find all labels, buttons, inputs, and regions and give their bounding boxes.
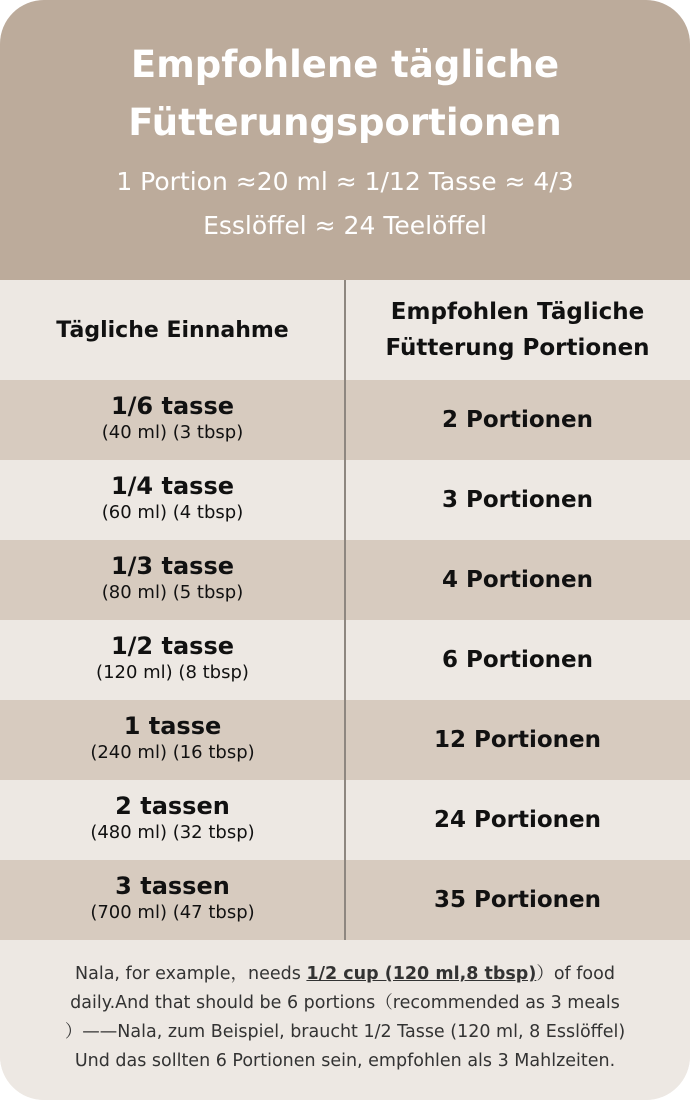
column-header-daily-intake: Tägliche Einnahme: [0, 280, 345, 380]
header-banner: [0, 0, 690, 280]
title-line-1: Empfohlene tägliche: [130, 43, 560, 86]
cup-amount: 1 tasse: [123, 712, 222, 740]
volume-detail: (480 ml) (32 tbsp): [90, 822, 255, 843]
intake-cell: [0, 460, 345, 540]
note-line-4: Und das sollten 6 Portionen sein, empfohlen als 3 Mahlzeiten.: [74, 1051, 616, 1071]
volume-detail: (80 ml) (5 tbsp): [101, 582, 244, 603]
note-text-2: ）of food: [536, 964, 615, 984]
volume-detail: (700 ml) (47 tbsp): [90, 902, 255, 923]
portion-conversion: [0, 160, 690, 248]
subtitle-line-1: 1 Portion ≈20 ml ≈ 1/12 Tasse ≈ 4/3: [116, 167, 574, 196]
column-header-line-1: Empfohlen Tägliche: [390, 299, 645, 325]
volume-detail: (120 ml) (8 tbsp): [96, 662, 249, 683]
cup-amount: 1/4 tasse: [110, 472, 235, 500]
cup-amount: 1/6 tasse: [110, 392, 235, 420]
portions-cell: 3 Portionen: [441, 487, 594, 513]
portions-cell: 4 Portionen: [441, 567, 594, 593]
column-header-line-2: Fütterung Portionen: [385, 335, 650, 361]
volume-detail: (60 ml) (4 tbsp): [101, 502, 244, 523]
cup-amount: 1/3 tasse: [110, 552, 235, 580]
portions-cell: 24 Portionen: [433, 807, 602, 833]
intake-cell: [0, 860, 345, 940]
footer-note: [0, 940, 690, 1100]
column-header-recommended-portions: [345, 280, 690, 380]
intake-cell: [0, 540, 345, 620]
cup-amount: 1/2 tasse: [110, 632, 235, 660]
subtitle-line-2: Esslöffel ≈ 24 Teelöffel: [203, 211, 487, 240]
title-line-2: Fütterungsportionen: [128, 101, 562, 144]
volume-detail: (40 ml) (3 tbsp): [101, 422, 244, 443]
portions-cell: 6 Portionen: [441, 647, 594, 673]
intake-cell: [0, 380, 345, 460]
note-highlight: 1/2 cup (120 ml,8 tbsp): [306, 964, 537, 984]
note-text-1: Nala, for example，needs: [75, 964, 307, 984]
volume-detail: (240 ml) (16 tbsp): [90, 742, 255, 763]
column-divider: [344, 280, 346, 940]
intake-cell: [0, 620, 345, 700]
portions-cell: 35 Portionen: [433, 887, 602, 913]
note-line-2: daily.And that should be 6 portions（recommended as 3 meals: [70, 993, 620, 1013]
note-line-1: [28, 960, 662, 989]
example-note: [28, 960, 662, 1076]
intake-cell: [0, 700, 345, 780]
portions-cell: 12 Portionen: [433, 727, 602, 753]
portions-cell: 2 Portionen: [441, 407, 594, 433]
cup-amount: 3 tassen: [115, 872, 230, 900]
cup-amount: 2 tassen: [115, 792, 230, 820]
intake-cell: [0, 780, 345, 860]
note-line-3: ）——Nala, zum Beispiel, braucht 1/2 Tasse (120 ml, 8 Esslöffel): [64, 1022, 626, 1042]
page-title: [0, 36, 690, 152]
